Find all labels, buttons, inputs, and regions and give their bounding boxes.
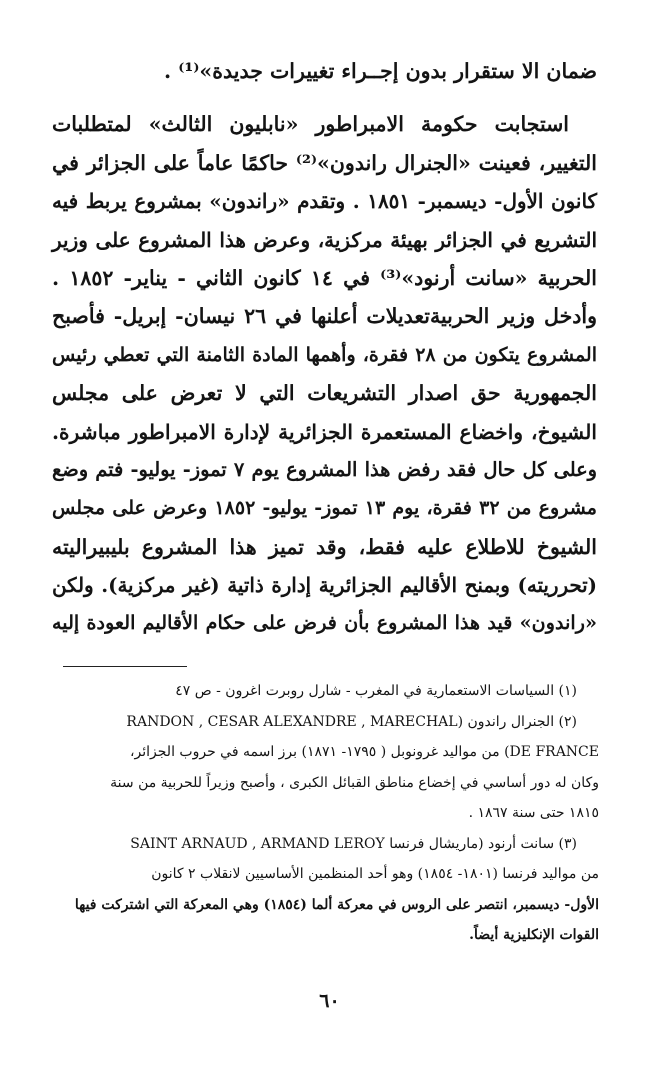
- footnote-line: (١) السياسات الاستعمارية في المغرب - شارل روبرت اغرون - ص ٤٧: [175, 683, 577, 699]
- text-line: استجابت حكومة الامبراطور «نابليون الثالث» لمتطلبات: [52, 112, 569, 137]
- text-line: كانون الأول- ديسمبر- ١٨٥١ . وتقدم «راندون» بمشروع يربط فيه: [52, 189, 597, 214]
- text-line: ضمان الا ستقرار بدون إجــراء تغييرات جديدة»⁽¹⁾ .: [163, 59, 597, 83]
- text-line: مشروع من ٣٢ فقرة، يوم ١٣ تموز- يوليو- ١٨٥٢ وعرض على مجلس: [52, 497, 597, 520]
- paragraph-gap: [52, 90, 597, 105]
- text-line: التشريع في الجزائر بهيئة مركزية، وعرض هذا المشروع على وزير: [52, 227, 597, 252]
- text-line: (تحرريته) وبمنح الأقاليم الجزائرية إدارة ذاتية (غير مركزية). ولكن: [52, 573, 597, 598]
- text-line: «راندون» قيد هذا المشروع بأن فرض على حكام الأقاليم العودة إليه: [52, 611, 597, 635]
- text-line: الشيوخ، واخضاع المستعمرة الجزائرية لإدارة الامبراطور مباشرة.: [52, 419, 597, 444]
- footnote-line: القوات الإنكليزية أيضاً.: [469, 927, 599, 943]
- footnote-line: (٣) سانت أرنود (ماريشال فرنسا SAINT ARNAUD , ARMAND LEROY: [130, 835, 577, 852]
- text-line: وعلى كل حال فقد رفض هذا المشروع يوم ٧ تموز- يوليو- فتم وضع: [52, 457, 597, 481]
- footnote-line: DE FRANCE) من مواليد غرونوبل ( ١٧٩٥- ١٨٧١) برز اسمه في حروب الجزائر،: [130, 744, 599, 760]
- footnote-line: من مواليد فرنسا (١٨٠١- ١٨٥٤) وهو أحد المنظمين الأساسيين لانقلاب ٢ كانون: [151, 866, 599, 882]
- text-line: وأدخل وزير الحربيةتعديلات أعلنها في ٢٦ نيسان- إبريل- فأصبح: [52, 304, 597, 329]
- page-number: ٦٠: [319, 990, 340, 1012]
- footnote-line: الأول- ديسمبر، انتصر على الروس في معركة ألما (١٨٥٤) وهي المعركة التي اشتركت فيها: [74, 896, 599, 913]
- footnotes: [53, 676, 599, 951]
- footnote-separator: [63, 666, 187, 667]
- text-line: التغيير، فعينت «الجنرال راندون»⁽²⁾ حاكمًا عاماً على الجزائر في: [52, 150, 597, 175]
- text-line: المشروع يتكون من ٢٨ فقرة، وأهمها المادة الثامنة التي تعطي رئيس: [52, 343, 597, 366]
- text-line: الشيوخ للاطلاع عليه فقط، وقد تميز هذا المشروع بليبيراليته: [52, 534, 597, 559]
- text-line: الجمهورية حق اصدار التشريعات التي لا تعرض على مجلس: [52, 381, 597, 406]
- footnote-line: ١٨١٥ حتى سنة ١٨٦٧ .: [468, 805, 599, 821]
- main-text: [52, 52, 597, 643]
- footnote-line: (٢) الجنرال راندون (RANDON , CESAR ALEXANDRE , MARECHAL: [126, 713, 577, 730]
- text-line: الحربية «سانت أرنود»⁽³⁾ في ١٤ كانون الثاني - يناير- ١٨٥٢ .: [52, 265, 597, 290]
- footnote-line: وكان له دور أساسي في إخضاع مناطق القبائل الكبرى ، وأصبح وزيراً للحربية من سنة: [110, 774, 599, 791]
